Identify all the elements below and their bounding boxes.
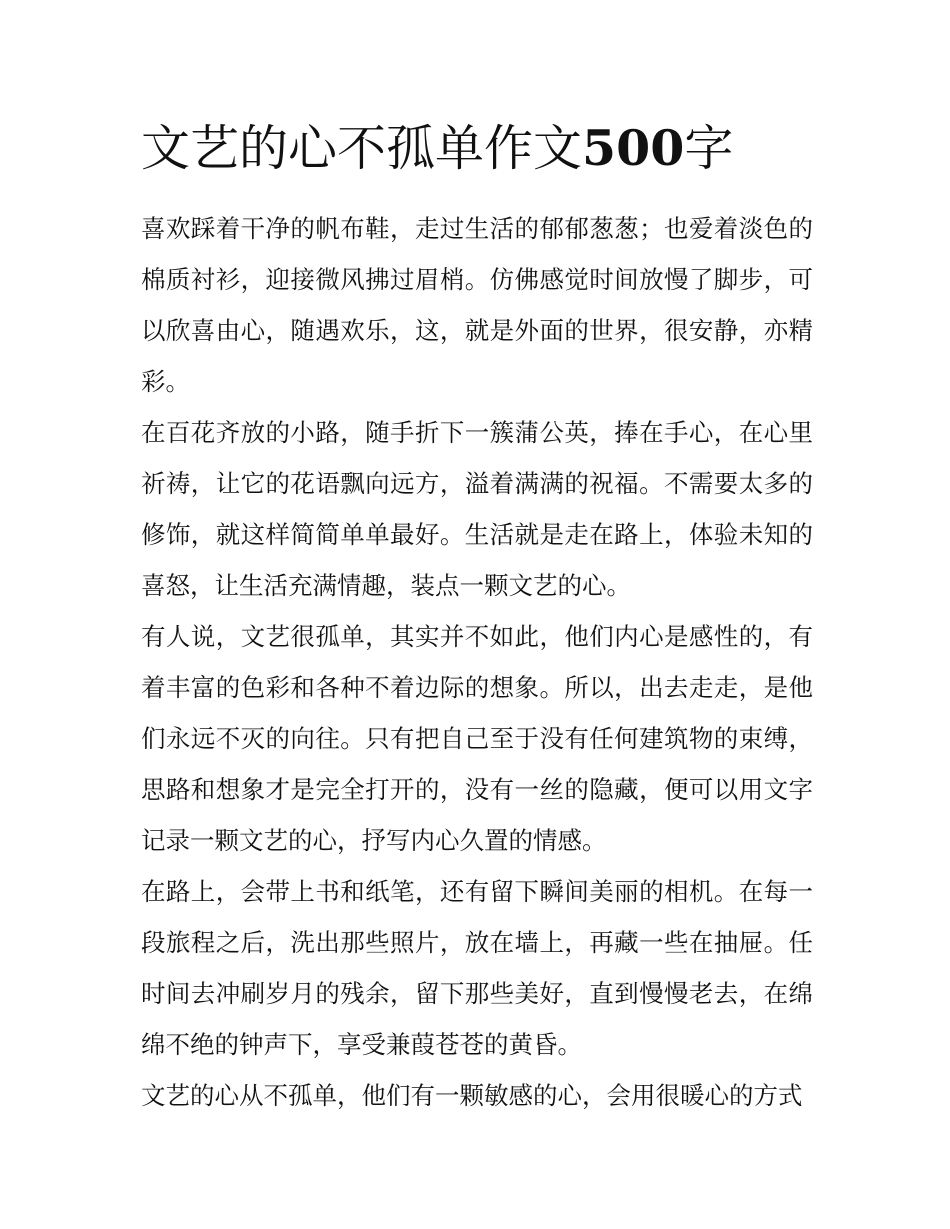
paragraph-1: 喜欢踩着干净的帆布鞋，走过生活的郁郁葱葱；也爱着淡色的棉质衬衫，迎接微风拂过眉梢。仿佛感觉时间放慢了脚步，可以欣喜由心，随遇欢乐，这，就是外面的世界，很安静，亦精彩。 xyxy=(141,214,813,396)
article-title xyxy=(141,112,813,185)
title-suffix: 字 xyxy=(684,120,734,177)
title-text: 文艺的心不孤单作文 xyxy=(141,120,583,177)
paragraph-3: 有人说，文艺很孤单，其实并不如此，他们内心是感性的，有着丰富的色彩和各种不着边际的想象。所以，出去走走，是他们永远不灭的向往。只有把自己至于没有任何建筑物的束缚，思路和想象才是完全打开的，没有一丝的隐藏，便可以用文字记录一颗文艺的心，抒写内心久置的情感。 xyxy=(141,622,813,855)
paragraph-5: 文艺的心从不孤单，他们有一颗敏感的心，会用很暖心的方式 xyxy=(141,1081,803,1110)
paragraph-4: 在路上，会带上书和纸笔，还有留下瞬间美丽的相机。在每一段旅程之后，洗出那些照片，放在墙上，再藏一些在抽屉。任时间去冲刷岁月的残余，留下那些美好，直到慢慢老去，在绵绵不绝的钟声下，享受兼葭苍苍的黄昏。 xyxy=(141,877,813,1059)
title-number: 500 xyxy=(582,119,685,177)
paragraph-2: 在百花齐放的小路，随手折下一簇蒲公英，捧在手心，在心里祈祷，让它的花语飘向远方，溢着满满的祝福。不需要太多的修饰，就这样简简单单最好。生活就是走在路上，体验未知的喜怒，让生活充满情趣，装点一颗文艺的心。 xyxy=(141,418,813,600)
article-body xyxy=(141,112,813,1121)
